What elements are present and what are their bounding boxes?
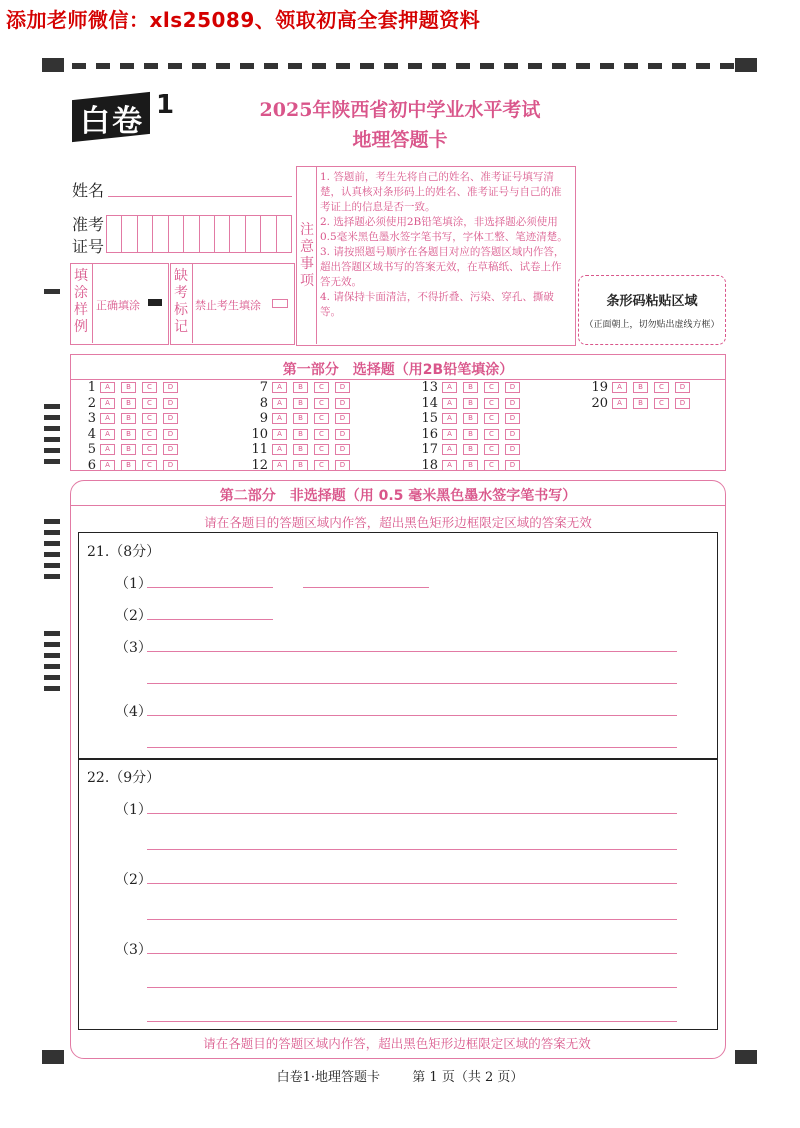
mc-option-bubble[interactable]: A xyxy=(100,429,115,440)
mc-option-bubble[interactable]: A xyxy=(272,460,287,471)
mc-question-number: 11 xyxy=(251,442,268,457)
mc-option-bubble[interactable]: D xyxy=(335,398,350,409)
id-label-2: 证号 xyxy=(72,237,105,256)
mc-option-bubble[interactable]: B xyxy=(293,398,308,409)
mc-option-bubble[interactable]: A xyxy=(272,413,287,424)
mc-question-number: 20 xyxy=(591,395,608,411)
answer-line[interactable] xyxy=(147,883,677,884)
mc-option-bubble[interactable]: D xyxy=(163,444,178,455)
timing-dash xyxy=(408,63,422,69)
mc-question-number: 1 xyxy=(87,380,96,395)
mc-option-bubble[interactable]: D xyxy=(163,429,178,440)
timing-dash xyxy=(432,63,446,69)
mc-option-bubble[interactable]: C xyxy=(142,382,157,393)
mc-question-number: 5 xyxy=(87,442,96,457)
name-field[interactable] xyxy=(108,196,292,197)
mc-option-bubble[interactable]: A xyxy=(442,460,457,471)
mc-question-row xyxy=(586,397,696,410)
part2-instruction: 请在各题目的答题区域内作答，超出黑色矩形边框限定区域的答案无效 xyxy=(204,515,592,530)
timing-dash xyxy=(192,63,206,69)
mc-option-bubble[interactable]: A xyxy=(100,413,115,424)
timing-dash xyxy=(552,63,566,69)
q21-answer-box xyxy=(78,532,718,760)
timing-dash xyxy=(384,63,398,69)
timing-dash xyxy=(336,63,350,69)
answer-line[interactable] xyxy=(147,1021,677,1022)
timing-dash xyxy=(528,63,542,69)
mc-option-bubble[interactable]: C xyxy=(484,382,499,393)
mc-option-bubble[interactable]: C xyxy=(314,444,329,455)
mc-option-bubble[interactable]: A xyxy=(442,398,457,409)
mc-question-number: 9 xyxy=(259,411,268,426)
q22-sub-3: （3） xyxy=(115,942,152,958)
answer-line[interactable] xyxy=(147,813,677,814)
mc-option-bubble[interactable]: A xyxy=(272,444,287,455)
mc-option-bubble[interactable]: B xyxy=(633,398,648,409)
mc-option-bubble[interactable]: A xyxy=(442,429,457,440)
barcode-title: 条形码粘贴区域 xyxy=(606,294,698,309)
mc-option-bubble[interactable]: B xyxy=(121,413,136,424)
timing-dash xyxy=(312,63,326,69)
notice-list xyxy=(320,170,570,320)
mc-option-bubble[interactable]: B xyxy=(463,413,478,424)
mc-question-row xyxy=(416,381,526,394)
timing-dash xyxy=(240,63,254,69)
logo-number: 1 xyxy=(156,90,175,120)
mc-option-bubble[interactable]: D xyxy=(505,444,520,455)
timing-dash xyxy=(624,63,638,69)
logo-text: 白卷 xyxy=(80,104,144,139)
mc-option-bubble[interactable]: C xyxy=(314,398,329,409)
mc-option-bubble[interactable]: C xyxy=(142,429,157,440)
mc-option-bubble[interactable]: C xyxy=(484,398,499,409)
corner-mark-tr xyxy=(735,58,757,72)
mc-option-bubble[interactable]: A xyxy=(442,444,457,455)
q22-answer-box xyxy=(78,758,718,1030)
mc-option-bubble[interactable]: A xyxy=(272,382,287,393)
timing-dash xyxy=(360,63,374,69)
mc-option-bubble[interactable]: B xyxy=(121,444,136,455)
mc-option-bubble[interactable]: D xyxy=(335,429,350,440)
promo-watermark: 添加老师微信：xls25089、领取初高全套押题资料 xyxy=(6,8,481,32)
mc-option-bubble[interactable]: D xyxy=(163,460,178,471)
mc-question-row xyxy=(74,443,184,456)
mc-question-row xyxy=(246,443,356,456)
timing-dash xyxy=(480,63,494,69)
answer-sheet-title: 地理答题卡 xyxy=(352,129,448,151)
mc-option-bubble[interactable]: B xyxy=(633,382,648,393)
mc-option-bubble[interactable]: D xyxy=(163,413,178,424)
barcode-area xyxy=(578,275,726,345)
mc-option-bubble[interactable]: D xyxy=(675,398,690,409)
mc-question-row xyxy=(246,412,356,425)
barcode-note: （正面朝上，切勿贴出虚线方框） xyxy=(584,320,720,330)
timing-dash xyxy=(288,63,302,69)
mc-question-number: 19 xyxy=(591,380,608,395)
mc-option-bubble[interactable]: A xyxy=(442,413,457,424)
timing-dash xyxy=(600,63,614,69)
part2-title: 第二部分 非选择题（用 0.5 毫米黑色墨水签字笔书写） xyxy=(219,488,577,504)
absent-mark-text: 禁止考生填涂 xyxy=(195,299,261,312)
timing-dash xyxy=(456,63,470,69)
mc-option-bubble[interactable]: C xyxy=(314,429,329,440)
timing-dash xyxy=(504,63,518,69)
mc-option-bubble[interactable]: C xyxy=(484,429,499,440)
answer-line[interactable] xyxy=(147,715,677,716)
filled-sample xyxy=(148,299,162,306)
mc-question-number: 15 xyxy=(421,411,438,426)
mc-question-number: 7 xyxy=(259,380,268,395)
mc-option-bubble[interactable]: A xyxy=(100,444,115,455)
timing-dash xyxy=(672,63,686,69)
q21-sub-1: （1） xyxy=(115,576,152,592)
mc-question-row xyxy=(416,397,526,410)
mc-option-bubble[interactable]: C xyxy=(142,413,157,424)
mc-option-bubble[interactable]: B xyxy=(293,413,308,424)
mc-question-number: 17 xyxy=(421,442,438,457)
mc-option-bubble[interactable]: B xyxy=(463,382,478,393)
mc-option-bubble[interactable]: D xyxy=(163,382,178,393)
correct-fill-text: 正确填涂 xyxy=(96,299,140,312)
mc-option-bubble[interactable]: B xyxy=(293,444,308,455)
mc-question-number: 10 xyxy=(251,426,268,442)
q22-sub-2: （2） xyxy=(115,872,152,888)
mc-option-bubble[interactable]: B xyxy=(463,460,478,471)
mc-option-bubble[interactable]: A xyxy=(272,429,287,440)
mc-option-bubble[interactable]: C xyxy=(142,444,157,455)
mc-option-bubble[interactable]: C xyxy=(654,382,669,393)
q22-sub-1: （1） xyxy=(115,802,152,818)
mc-question-row xyxy=(416,428,526,441)
q21-sub-2: （2） xyxy=(115,608,152,624)
absent-mark-label: 缺考标记 xyxy=(174,268,188,335)
mc-option-bubble[interactable]: B xyxy=(293,382,308,393)
answer-line[interactable] xyxy=(147,953,677,954)
notice-item: 3. 请按照题号顺序在各题目对应的答题区域内作答，超出答题区域书写的答案无效，在草稿纸、试卷上作答无效。 xyxy=(320,246,565,288)
mc-option-bubble[interactable]: B xyxy=(121,429,136,440)
mc-option-bubble[interactable]: C xyxy=(484,444,499,455)
mc-option-bubble[interactable]: D xyxy=(505,398,520,409)
answer-line[interactable] xyxy=(147,651,677,652)
mc-option-bubble[interactable]: C xyxy=(484,413,499,424)
mc-question-number: 13 xyxy=(421,380,438,395)
timing-dash xyxy=(216,63,230,69)
mc-question-number: 18 xyxy=(421,457,438,473)
mc-question-number: 16 xyxy=(421,426,438,442)
answer-line[interactable] xyxy=(147,919,677,920)
timing-dash xyxy=(96,63,110,69)
id-number-grid[interactable] xyxy=(106,215,292,253)
footer-left: 白卷1·地理答题卡 xyxy=(276,1070,381,1085)
mc-option-bubble[interactable]: D xyxy=(335,413,350,424)
fill-example-label: 填涂样例 xyxy=(74,268,88,335)
notice-label: 注意事项 xyxy=(300,222,314,289)
mc-question-row xyxy=(246,459,356,472)
answer-line[interactable] xyxy=(147,587,273,588)
mc-question-row xyxy=(74,397,184,410)
mc-option-bubble[interactable]: B xyxy=(463,429,478,440)
mc-question-number: 4 xyxy=(87,426,96,442)
mc-option-bubble[interactable]: A xyxy=(612,398,627,409)
mc-option-bubble[interactable]: D xyxy=(505,460,520,471)
page-footer xyxy=(0,1066,800,1085)
mc-option-bubble[interactable]: D xyxy=(335,382,350,393)
mc-option-bubble[interactable]: D xyxy=(505,382,520,393)
corner-mark-tl xyxy=(42,58,64,72)
mc-question-row xyxy=(246,397,356,410)
notice-item: 4. 请保持卡面清洁，不得折叠、污染、穿孔、撕破等。 xyxy=(320,291,554,318)
mc-option-bubble[interactable]: A xyxy=(272,398,287,409)
corner-mark-bl xyxy=(42,1050,64,1064)
mc-question-number: 14 xyxy=(421,395,438,411)
mc-option-bubble[interactable]: D xyxy=(335,460,350,471)
mc-question-row xyxy=(416,412,526,425)
mc-question-row xyxy=(416,459,526,472)
mc-option-bubble[interactable]: B xyxy=(121,460,136,471)
timing-dash xyxy=(720,63,734,69)
timing-dash xyxy=(144,63,158,69)
mc-option-bubble[interactable]: D xyxy=(505,413,520,424)
mc-option-bubble[interactable]: B xyxy=(463,398,478,409)
mc-option-bubble[interactable]: C xyxy=(314,382,329,393)
answer-line[interactable] xyxy=(147,987,677,988)
mc-option-bubble[interactable]: D xyxy=(163,398,178,409)
mc-question-row xyxy=(74,381,184,394)
notice-item: 1. 答题前，考生先将自己的姓名、准考证号填写清楚，认真核对条形码上的姓名、准考证号与自己的准考证上的信息是否一致。 xyxy=(320,171,562,213)
answer-line[interactable] xyxy=(147,619,273,620)
mc-option-bubble[interactable]: B xyxy=(293,460,308,471)
timing-dash xyxy=(264,63,278,69)
mc-question-row xyxy=(74,459,184,472)
timing-dash xyxy=(72,63,86,69)
absent-checkbox[interactable] xyxy=(272,299,288,308)
mc-option-bubble[interactable]: D xyxy=(675,382,690,393)
id-label-1: 准考 xyxy=(72,215,105,234)
q22-title: 22.（9分） xyxy=(87,770,161,786)
notice-item: 2. 选择题必须使用2B铅笔填涂，非选择题必须使用0.5毫米黑色墨水签字笔书写，字体工整、笔迹清楚。 xyxy=(320,216,568,243)
mc-question-number: 3 xyxy=(87,411,96,426)
timing-dash xyxy=(120,63,134,69)
mc-question-row xyxy=(586,381,696,394)
mc-option-bubble[interactable]: A xyxy=(100,398,115,409)
name-label: 姓名 xyxy=(72,181,105,200)
mc-option-bubble[interactable]: C xyxy=(314,460,329,471)
mc-option-bubble[interactable]: B xyxy=(293,429,308,440)
mc-question-number: 12 xyxy=(251,457,268,473)
mc-question-number: 8 xyxy=(259,395,268,411)
mc-option-bubble[interactable]: C xyxy=(142,460,157,471)
mc-option-bubble[interactable]: C xyxy=(654,398,669,409)
mc-option-bubble[interactable]: B xyxy=(121,398,136,409)
mc-option-bubble[interactable]: A xyxy=(100,382,115,393)
corner-mark-br xyxy=(735,1050,757,1064)
timing-dash xyxy=(648,63,662,69)
part1-title: 第一部分 选择题（用2B铅笔填涂） xyxy=(282,362,514,378)
timing-dash xyxy=(168,63,182,69)
mc-option-bubble[interactable]: A xyxy=(100,460,115,471)
mc-option-bubble[interactable]: A xyxy=(442,382,457,393)
part2-footer-instruction: 请在各题目的答题区域内作答，超出黑色矩形边框限定区域的答案无效 xyxy=(203,1036,591,1051)
q21-title: 21.（8分） xyxy=(87,544,161,560)
mc-question-number: 2 xyxy=(87,395,96,411)
mc-question-row xyxy=(74,412,184,425)
mc-option-bubble[interactable]: B xyxy=(463,444,478,455)
answer-line[interactable] xyxy=(303,587,429,588)
mc-question-number: 6 xyxy=(87,457,96,473)
mc-question-row xyxy=(74,428,184,441)
q21-sub-3: （3） xyxy=(115,640,152,656)
answer-line[interactable] xyxy=(147,683,677,684)
mc-question-row xyxy=(246,428,356,441)
q21-sub-4: （4） xyxy=(115,704,152,720)
mc-option-bubble[interactable]: A xyxy=(612,382,627,393)
mc-option-bubble[interactable]: C xyxy=(142,398,157,409)
mc-question-row xyxy=(416,443,526,456)
mc-option-bubble[interactable]: B xyxy=(121,382,136,393)
mc-question-row xyxy=(246,381,356,394)
timing-dash xyxy=(576,63,590,69)
mc-option-bubble[interactable]: D xyxy=(335,444,350,455)
answer-line[interactable] xyxy=(147,747,677,748)
footer-page-number: 第 1 页（共 2 页） xyxy=(412,1070,524,1085)
mc-option-bubble[interactable]: C xyxy=(484,460,499,471)
mc-option-bubble[interactable]: C xyxy=(314,413,329,424)
answer-line[interactable] xyxy=(147,849,677,850)
exam-title: 2025年陕西省初中学业水平考试 xyxy=(259,99,541,121)
timing-dash xyxy=(696,63,710,69)
mc-option-bubble[interactable]: D xyxy=(505,429,520,440)
